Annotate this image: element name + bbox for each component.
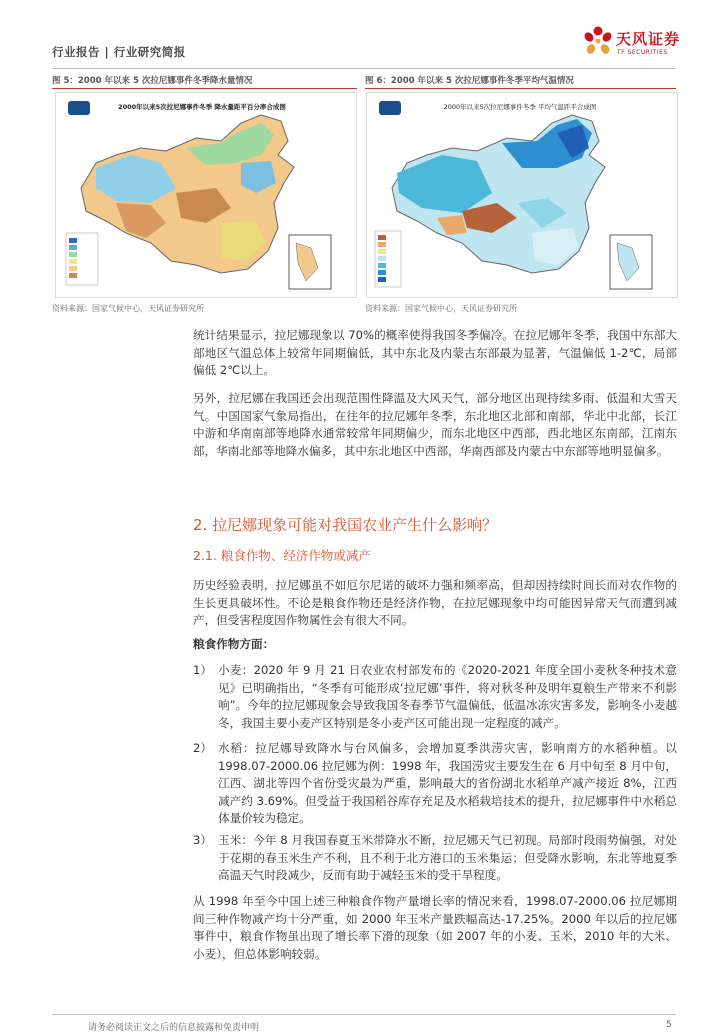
precipitation-map <box>55 92 357 298</box>
section-heading-2: 2. 拉尼娜现象可能对我国农业产生什么影响？ <box>193 516 498 534</box>
precipitation-map-title: 2000年以来5次拉尼娜事件冬季 降水量距平百分率合成图 <box>118 103 286 111</box>
figure-6-rule <box>365 88 676 89</box>
list-number: 3） <box>193 833 212 847</box>
figure-6-title: 图 6：2000 年以来 5 次拉尼娜事件冬季平均气温情况 <box>365 76 574 86</box>
section-heading-2-1: 2.1. 粮食作物、经济作物或减产 <box>193 548 371 563</box>
list-number: 2） <box>193 741 212 755</box>
logo-flower-icon <box>580 22 616 62</box>
list-text: 水稻：拉尼娜导致降水与台风偏多，会增加夏季洪涝灾害，影响南方的水稻种植。以1998.07-2000.06 拉尼娜为例：1998 年，我国涝灾主要发生在 6 月中旬至 8 月中旬，江西、湖北等四个省份受灾最为严重，影响最大的省份湖北水稻单产减产接近 8%，江西减产约 3.69%。但受益于我国稻谷库存充足及水稻栽培技术的提升，拉尼娜事件中水稻总体量价较为稳定。 <box>218 741 677 826</box>
figure-6-source: 资料来源：国家气候中心，天风证券研究所 <box>365 304 517 313</box>
paragraph-output-trend: 从 1998 年至今中国上述三种粮食作物产量增长率的情况来看，1998.07-2000.06 拉尼娜期间三种作物减产均十分严重，如 2000 年玉米产量跌幅高达-17.25%。2000 年以后的拉尼娜事件中，粮食作物虽出现了增长率下滑的现象（如 2007 年的小麦、玉米，2010 年的大米、小麦），但总体影响较弱。 <box>193 894 677 961</box>
temperature-map-title: 2000年以来5次拉尼娜事件冬季 平均气温距平合成图 <box>443 103 597 111</box>
page-number: 5 <box>666 1020 672 1030</box>
grain-crops-label: 粮食作物方面： <box>193 637 275 651</box>
report-category: 行业报告 | 行业研究简报 <box>52 45 186 59</box>
list-text: 玉米：今年 8 月我国春夏玉米带降水不断，拉尼娜天气已初现。局部时段雨势偏强，对处于花期的春玉米生产不利，且不利于北方港口的玉米集运；但受降水影响，东北等地夏季高温天气时段减少，反而有助于减轻玉米的受干旱程度。 <box>218 833 677 883</box>
list-number: 1） <box>193 663 212 677</box>
list-item-corn <box>193 832 677 885</box>
figure-5-source: 资料来源：国家气候中心，天风证券研究所 <box>52 304 204 313</box>
list-item-wheat <box>193 662 677 732</box>
header-divider <box>52 68 676 69</box>
list-item-rice <box>193 740 677 828</box>
footer-divider <box>52 1014 676 1015</box>
logo-text: 天风证券 <box>616 30 681 48</box>
logo-subtext: TF SECURITIES <box>617 49 668 56</box>
figure-5-title: 图 5：2000 年以来 5 次拉尼娜事件冬季降水量情况 <box>52 76 253 86</box>
paragraph-history: 历史经验表明，拉尼娜虽不如厄尔尼诺的破坏力强和频率高，但却因持续时间长而对农作物的生长更具破坏性。不论是粮食作物还是经济作物，在拉尼娜现象中均可能因异常天气而遭到减产，但受害程度因作物属性会有很大不同。 <box>193 578 677 628</box>
footer-disclaimer: 请务必阅读正文之后的信息披露和免责申明 <box>88 1023 260 1033</box>
paragraph-weather: 另外，拉尼娜在我国还会出现范围性降温及大风天气，部分地区出现持续多雨、低温和大雪天气。中国国家气象局指出，在往年的拉尼娜年冬季，东北地区北部和南部，华北中北部，长江中游和华南南部等地降水通常较常年同期偏少，而东北地区中西部，西北地区东南部，江南东部，华南北部等地降水偏多，其中东北地区中西部，华南西部及内蒙古中东部等地明显偏多。 <box>193 391 677 458</box>
paragraph-stats: 统计结果显示，拉尼娜现象以 70%的概率使得我国冬季偏冷。在拉尼娜年冬季，我国中东部大部地区气温总体上较常年同期偏低，其中东北及内蒙古东部最为显著，气温偏低 1-2℃，局部偏低 2℃以上。 <box>193 328 677 378</box>
company-logo <box>580 22 690 66</box>
list-text: 小麦：2020 年 9 月 21 日农业农村部发布的《2020-2021 年度全国小麦秋冬种技术意见》已明确指出，“冬季有可能形成‘拉尼娜’事件，将对秋冬种及明年夏粮生产带来不利影响”。今年的拉尼娜现象会导致我国冬春季节气温偏低，低温冰冻灾害多发，影响冬小麦越冬，我国主要小麦产区特别是冬小麦产区可能出现一定程度的减产。 <box>218 663 677 730</box>
temperature-map <box>366 92 678 298</box>
figure-5-rule <box>52 88 357 89</box>
